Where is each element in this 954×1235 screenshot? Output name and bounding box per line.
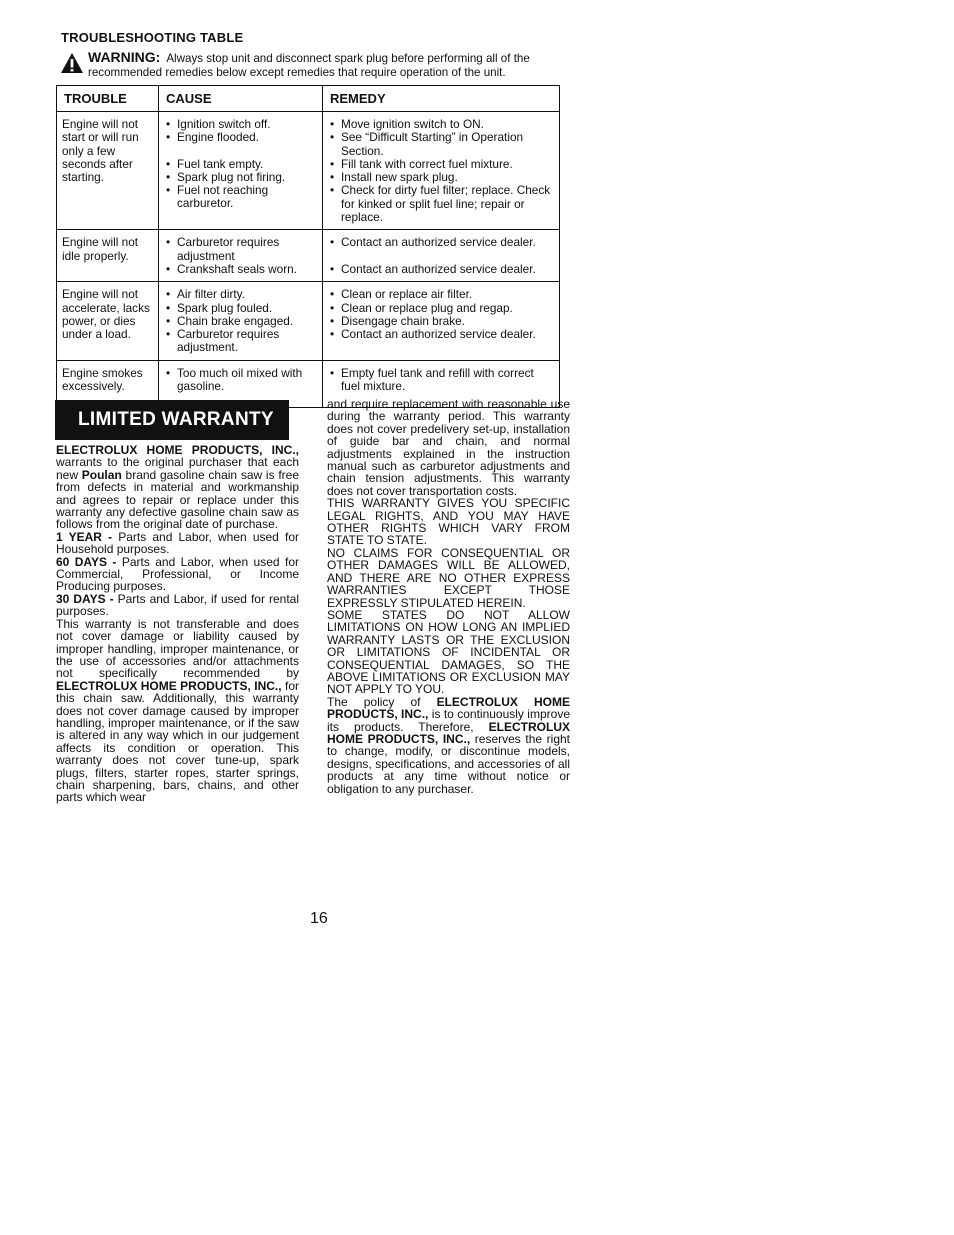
table-row: [57, 282, 560, 360]
intro-text: warrants to the original purchaser that each new: [56, 455, 299, 482]
cause-item: • Ignition switch off.: [164, 118, 317, 131]
remedy-item: • Check for dirty fuel filter; replace. Check for kinked or split fuel line; repair or replace.: [328, 184, 554, 224]
remedy-item: • Fill tank with correct fuel mixture.: [328, 158, 554, 171]
remedy-item: • Install new spark plug.: [328, 171, 554, 184]
cause-cell: [159, 230, 323, 282]
header-cause: CAUSE: [159, 86, 323, 112]
table-row: [57, 112, 560, 230]
term-text: Parts and Labor, when used for Commercial, Professional, or Income Producing purposes.: [56, 554, 299, 594]
cause-item: • Spark plug fouled.: [164, 302, 317, 315]
warranty-exclusions: [56, 618, 299, 804]
remedy-cell: [323, 112, 560, 230]
company-name: ELECTROLUX HOME PRODUCTS, INC.,: [56, 443, 299, 457]
company-name: ELECTROLUX HOME PRODUCTS, INC.,: [327, 719, 571, 746]
remedy-item: • Contact an authorized service dealer.: [328, 236, 554, 249]
cause-item: • Fuel not reaching carburetor.: [164, 184, 317, 211]
cause-item: • Engine flooded.: [164, 131, 317, 144]
trouble-cell: Engine smokes excessively.: [57, 360, 159, 407]
exclusions-continued: and require replacement with reasonable use during the warranty period. This warranty does not cover predelivery set-up, installation of guide bar and chain, and normal adjustments explained in the instruction manual such as carburetor adjustments and chain tension adjustments. This warranty does not cover transportation costs.: [327, 397, 570, 498]
legal-notice-3: SOME STATES DO NOT ALLOW LIMITATIONS ON HOW LONG AN IMPLIED WARRANTY LASTS OR THE EXCLUSION OR LIMITATIONS OF INCIDENTAL OR CONSEQUENTIAL DAMAGES, SO THE ABOVE LIMITATIONS OR EXCLUSION MAY NOT APPLY TO YOU.: [327, 607, 570, 697]
term-label: 1 YEAR -: [56, 529, 113, 544]
warranty-term: [56, 593, 299, 618]
company-name: ELECTROLUX HOME PRODUCTS, INC.,: [327, 694, 570, 722]
cause-item: • Carburetor requires adjustment: [164, 236, 317, 263]
policy-text-2: is to continuously improve its products. Therefore,: [327, 707, 570, 734]
remedy-item: • Move ignition switch to ON.: [328, 118, 554, 131]
cause-cell: [159, 112, 323, 230]
term-label: 30 DAYS -: [56, 591, 114, 606]
cause-item: • Too much oil mixed with gasoline.: [164, 367, 317, 394]
cause-item: • Air filter dirty.: [164, 288, 317, 301]
brand-name: Poulan: [81, 467, 122, 482]
section-title: TROUBLESHOOTING TABLE: [61, 30, 244, 45]
cause-cell: [159, 282, 323, 360]
limited-warranty-title: LIMITED WARRANTY: [78, 409, 274, 430]
cause-item: • Spark plug not firing.: [164, 171, 317, 184]
cause-item: • Crankshaft seals worn.: [164, 263, 317, 276]
header-trouble: TROUBLE: [57, 86, 159, 112]
table-header-row: [57, 86, 560, 112]
remedy-item: • Empty fuel tank and refill with correct fuel mixture.: [328, 367, 554, 394]
table-row: [57, 230, 560, 282]
warranty-term: [56, 556, 299, 593]
warning-label: WARNING:: [88, 49, 161, 65]
warning-text: Always stop unit and disconnect spark plug before performing all of the recommended remedies below except remedies that require operation of the unit.: [88, 52, 530, 79]
warranty-column-right: [327, 398, 570, 795]
warning-triangle-icon: [60, 52, 84, 74]
remedy-item: • Contact an authorized service dealer.: [328, 263, 554, 276]
term-text: Parts and Labor, when used for Household purposes.: [56, 529, 299, 557]
cause-item: • Carburetor requires adjustment.: [164, 328, 317, 355]
exclusions-text-2: for this chain saw. Additionally, this warranty does not cover damage caused by improper handling, improper maintenance, or if the saw is altered in any way which in our judgement affects its condition or operation. This warranty does not cover tune-up, spark plugs, filters, starter ropes, starter springs, chain sharpening, bars, chains, and other parts which wear: [56, 678, 299, 805]
remedy-item: • Clean or replace plug and regap.: [328, 302, 554, 315]
remedy-cell: [323, 230, 560, 282]
remedy-item: • Clean or replace air filter.: [328, 288, 554, 301]
remedy-cell: [323, 282, 560, 360]
troubleshooting-table: [56, 85, 560, 408]
warranty-intro: [56, 444, 299, 531]
policy-statement: [327, 696, 570, 795]
legal-notice-2: NO CLAIMS FOR CONSEQUENTIAL OR OTHER DAMAGES WILL BE ALLOWED, AND THERE ARE NO OTHER EXPRESS WARRANTIES EXCEPT THOSE EXPRESSLY STIPULATED HEREIN.: [327, 545, 570, 610]
legal-notice-1: THIS WARRANTY GIVES YOU SPECIFIC LEGAL RIGHTS, AND YOU MAY HAVE OTHER RIGHTS WHICH VARY FROM STATE TO STATE.: [327, 496, 570, 548]
term-label: 60 DAYS -: [56, 554, 117, 569]
warranty-term: [56, 531, 299, 556]
trouble-cell: Engine will not accelerate, lacks power, or dies under a load.: [57, 282, 159, 360]
remedy-item: • Contact an authorized service dealer.: [328, 328, 554, 341]
header-remedy: REMEDY: [323, 86, 560, 112]
remedy-item: • See “Difficult Starting” in Operation Section.: [328, 131, 554, 158]
trouble-cell: Engine will not start or will run only a few seconds after starting.: [57, 112, 159, 230]
trouble-cell: Engine will not idle properly.: [57, 230, 159, 282]
warning-block: [88, 51, 568, 79]
limited-warranty-banner: [55, 400, 289, 440]
page-number: 16: [310, 910, 328, 927]
remedy-item: • Disengage chain brake.: [328, 315, 554, 328]
warranty-column-left: [56, 444, 299, 804]
cause-item: • Fuel tank empty.: [164, 158, 317, 171]
company-name: ELECTROLUX HOME PRODUCTS, INC.,: [56, 678, 282, 693]
policy-text: The policy of: [327, 694, 421, 709]
policy-text-3: reserves the right to change, modify, or discontinue models, designs, specifications, and accessories of all products at any time without notice or obligation to any purchaser.: [327, 731, 570, 796]
cause-item: • Chain brake engaged.: [164, 315, 317, 328]
intro-text-2: brand gasoline chain saw is free from defects in material and workmanship and agrees to repair or replace under this warranty any defective gasoline chain saw as follows from the original date of purchase.: [56, 467, 299, 532]
term-text: Parts and Labor, if used for rental purposes.: [56, 591, 299, 619]
exclusions-text: This warranty is not transferable and does not cover damage or liability caused by improper handling, improper maintenance, or the use of accessories and/or attachments not specifically recommended by: [56, 616, 299, 681]
